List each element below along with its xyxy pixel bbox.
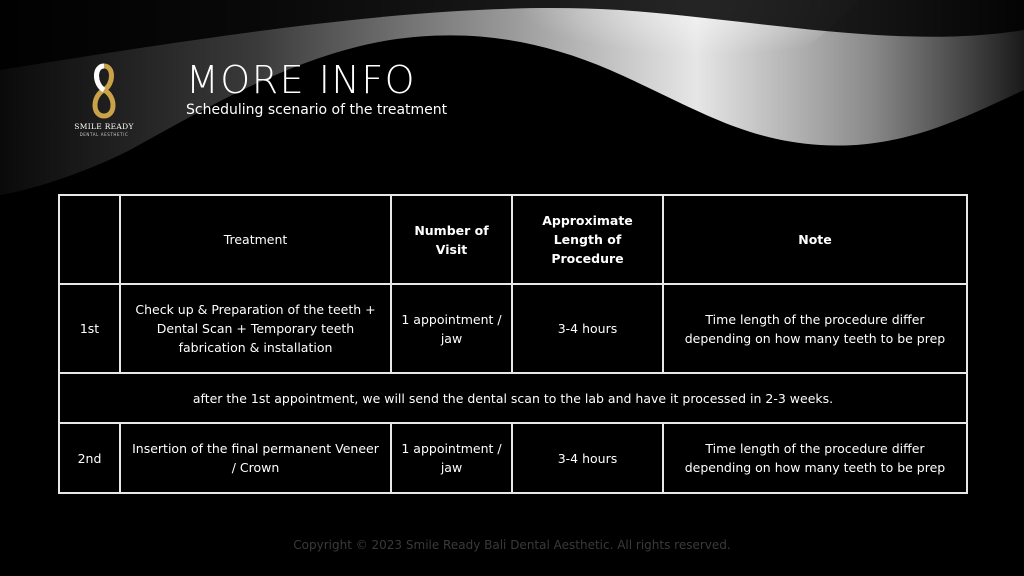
visit-order-cell: 2nd [59, 423, 120, 493]
treatment-cell: Check up & Preparation of the teeth + Dental Scan + Temporary teeth fabrication & installation [120, 284, 391, 373]
header-length-of-procedure: Approximate Length of Procedure [512, 195, 663, 284]
note-cell: Time length of the procedure differ depending on how many teeth to be prep [663, 284, 967, 373]
brand-name: SMILE READY [74, 122, 134, 131]
page-subtitle: Scheduling scenario of the treatment [186, 102, 448, 118]
visit-order-cell: 1st [59, 284, 120, 373]
table-row [59, 284, 967, 373]
header-cell-empty [59, 195, 120, 284]
header-note: Note [663, 195, 967, 284]
header-treatment: Treatment [120, 195, 391, 284]
visit-count-cell: 1 appointment / jaw [391, 284, 512, 373]
interim-note-row [59, 373, 967, 423]
schedule-table [58, 194, 968, 494]
page-title: MORE INFO [186, 58, 417, 102]
copyright-footer: Copyright © 2023 Smile Ready Bali Dental Aesthetic. All rights reserved. [293, 538, 731, 552]
brand-tagline: DENTAL AESTHETIC [79, 132, 129, 137]
table-header-row [59, 195, 967, 284]
treatment-cell: Insertion of the final permanent Veneer / Crown [120, 423, 391, 493]
note-cell: Time length of the procedure differ depending on how many teeth to be prep [663, 423, 967, 493]
length-cell: 3-4 hours [512, 423, 663, 493]
table-row [59, 423, 967, 493]
interim-note-cell: after the 1st appointment, we will send the dental scan to the lab and have it processed in 2-3 weeks. [59, 373, 967, 423]
visit-count-cell: 1 appointment / jaw [391, 423, 512, 493]
header-number-of-visit: Number of Visit [391, 195, 512, 284]
figure-eight-logo-icon [90, 62, 118, 120]
length-cell: 3-4 hours [512, 284, 663, 373]
brand-logo [74, 62, 134, 142]
